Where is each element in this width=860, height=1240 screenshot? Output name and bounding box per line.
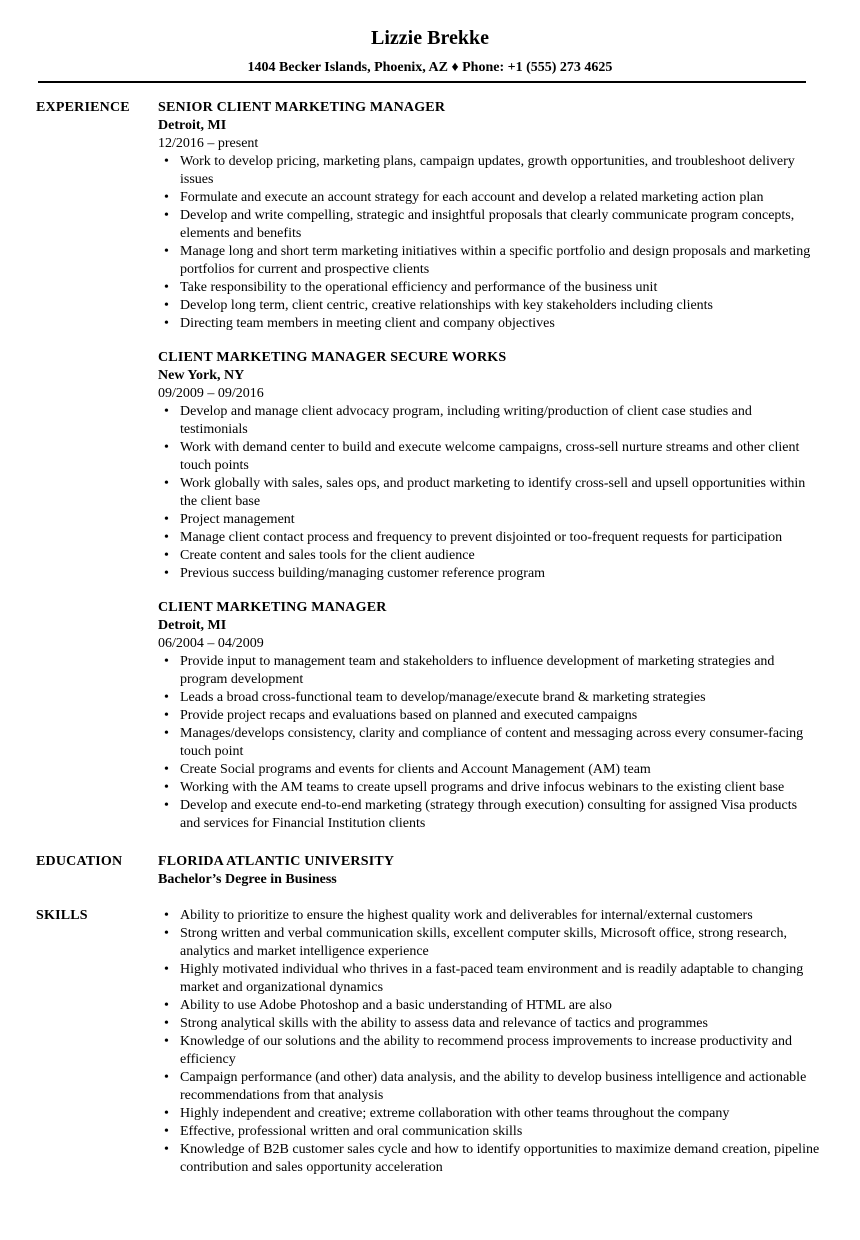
bullet-item: • Work to develop pricing, marketing plans, campaign updates, growth opportunities, and troubleshoot delivery issues: [158, 153, 820, 189]
bullet-item: • Manages/develops consistency, clarity and compliance of content and messaging across every consumer-facing touch point: [158, 725, 820, 761]
bullet-item: • Work with demand center to build and execute welcome campaigns, cross-sell nurture streams and other client touch points: [158, 439, 820, 475]
contact-line: 1404 Becker Islands, Phoenix, AZ ♦ Phone: +1 (555) 273 4625: [247, 60, 613, 75]
job-dates: 12/2016 – present: [158, 136, 259, 151]
bullet-item: • Create content and sales tools for the client audience: [158, 547, 820, 565]
resume-header: [0, 0, 860, 77]
experience-body: [158, 99, 820, 853]
bullet-item: • Develop and manage client advocacy program, including writing/production of client case studies and testimonials: [158, 403, 820, 439]
job-bullets: [158, 403, 820, 583]
skill-item: • Ability to prioritize to ensure the highest quality work and deliverables for internal/external customers: [158, 907, 820, 925]
job-title: SENIOR CLIENT MARKETING MANAGER: [158, 100, 446, 115]
skill-item: • Knowledge of B2B customer sales cycle and how to identify opportunities to maximize demand creation, pipeline contribution and sales opportunity acceleration: [158, 1141, 820, 1177]
bullet-item: • Working with the AM teams to create upsell programs and drive infocus webinars to the existing client base: [158, 779, 820, 797]
education-body: [158, 853, 820, 889]
job-bullets: [158, 153, 820, 333]
bullet-item: • Manage long and short term marketing initiatives within a specific portfolio and design proposals and marketing portfolios for current and prospective clients: [158, 243, 820, 279]
skill-item: • Ability to use Adobe Photoshop and a basic understanding of HTML are also: [158, 997, 820, 1015]
degree: Bachelor’s Degree in Business: [158, 872, 337, 887]
bullet-item: • Leads a broad cross-functional team to develop/manage/execute brand & marketing strategies: [158, 689, 820, 707]
skill-item: • Highly independent and creative; extreme collaboration with other teams throughout the company: [158, 1105, 820, 1123]
skills-list: [158, 907, 820, 1177]
school-name: FLORIDA ATLANTIC UNIVERSITY: [158, 854, 395, 869]
job-entry: [158, 349, 820, 583]
bullet-item: • Formulate and execute an account strategy for each account and develop a related marketing action plan: [158, 189, 820, 207]
job-location: Detroit, MI: [158, 118, 227, 133]
skill-item: • Highly motivated individual who thrives in a fast-paced team environment and is readily adaptable to changing market and organizational dynamics: [158, 961, 820, 997]
job-title: CLIENT MARKETING MANAGER SECURE WORKS: [158, 350, 507, 365]
bullet-item: • Provide project recaps and evaluations based on planned and executed campaigns: [158, 707, 820, 725]
skill-item: • Campaign performance (and other) data analysis, and the ability to develop business intelligence and actionable recommendations from that analysis: [158, 1069, 820, 1105]
job-dates: 09/2009 – 09/2016: [158, 386, 264, 401]
skill-item: • Strong written and verbal communication skills, excellent computer skills, Microsoft office, strong research, analytics and market intelligence experience: [158, 925, 820, 961]
education-section: [0, 853, 860, 889]
job-title: CLIENT MARKETING MANAGER: [158, 600, 387, 615]
bullet-item: • Take responsibility to the operational efficiency and performance of the business unit: [158, 279, 820, 297]
bullet-item: • Create Social programs and events for clients and Account Management (AM) team: [158, 761, 820, 779]
job-dates: 06/2004 – 04/2009: [158, 636, 264, 651]
bullet-item: • Provide input to management team and stakeholders to influence development of marketing strategies and program development: [158, 653, 820, 689]
header-divider: [38, 81, 806, 83]
job-entry: [158, 599, 820, 833]
bullet-item: • Project management: [158, 511, 820, 529]
job-location: Detroit, MI: [158, 618, 227, 633]
section-label-education: EDUCATION: [36, 854, 123, 869]
experience-section: [0, 99, 860, 853]
job-bullets: [158, 653, 820, 833]
skills-body: [158, 907, 820, 1177]
bullet-item: • Previous success building/managing customer reference program: [158, 565, 820, 583]
skill-item: • Effective, professional written and oral communication skills: [158, 1123, 820, 1141]
skills-section: [0, 907, 860, 1177]
section-label-skills: SKILLS: [36, 908, 88, 923]
bullet-item: • Manage client contact process and frequency to prevent disjointed or too-frequent requests for participation: [158, 529, 820, 547]
job-location: New York, NY: [158, 368, 245, 383]
bullet-item: • Directing team members in meeting client and company objectives: [158, 315, 820, 333]
bullet-item: • Work globally with sales, sales ops, and product marketing to identify cross-sell and upsell opportunities within the client base: [158, 475, 820, 511]
job-entry: [158, 99, 820, 333]
skill-item: • Strong analytical skills with the ability to assess data and relevance of tactics and programmes: [158, 1015, 820, 1033]
section-label-experience: EXPERIENCE: [36, 100, 130, 115]
candidate-name: Lizzie Brekke: [371, 27, 489, 49]
bullet-item: • Develop and execute end-to-end marketing (strategy through execution) consulting for assigned Visa products and services for Financial Institution clients: [158, 797, 820, 833]
bullet-item: • Develop long term, client centric, creative relationships with key stakeholders including clients: [158, 297, 820, 315]
skill-item: • Knowledge of our solutions and the ability to recommend process improvements to increase productivity and efficiency: [158, 1033, 820, 1069]
bullet-item: • Develop and write compelling, strategic and insightful proposals that clearly communicate program concepts, elements and benefits: [158, 207, 820, 243]
